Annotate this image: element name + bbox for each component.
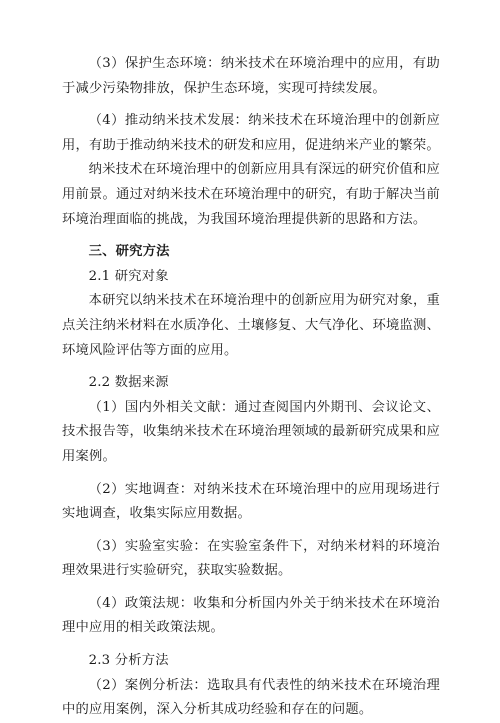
subheading-data-source: 2.2 数据来源: [88, 375, 169, 391]
paragraph-case-analysis: （2）案例分析法：选取具有代表性的纳米技术在环境治理中的应用案例，深入分析其成功经验和存在的问题。: [62, 677, 440, 718]
paragraph-promote-nanotech: （4）推动纳米技术发展：纳米技术在环境治理中的创新应用，有助于推动纳米技术的研发和应用，促进纳米产业的繁荣。: [62, 113, 440, 153]
section-heading-methods: 三、研究方法: [88, 244, 170, 260]
paragraph-protect-ecology: （3）保护生态环境：纳米技术在环境治理中的应用，有助于减少污染物排放，保护生态环境，实现可持续发展。: [62, 56, 440, 96]
paragraph-lab-experiment: （3）实验室实验：在实验室条件下，对纳米材料的环境治理效果进行实验研究，获取实验数据。: [62, 538, 440, 579]
paragraph-field-survey: （2）实地调查：对纳米技术在环境治理中的应用现场进行实地调查，收集实际应用数据。: [62, 481, 440, 522]
subheading-research-object: 2.1 研究对象: [88, 268, 169, 284]
paragraph-policy: （4）政策法规：收集和分析国内外关于纳米技术在环境治理中应用的相关政策法规。: [62, 595, 440, 636]
paragraph-literature: （1）国内外相关文献：通过查阅国内外期刊、会议论文、技术报告等，收集纳米技术在环境治理领域的最新研究成果和应用案例。: [62, 399, 440, 464]
subheading-analysis-method: 2.3 分析方法: [88, 653, 169, 669]
paragraph-research-value: 纳米技术在环境治理中的创新应用具有深远的研究价值和应用前景。通过对纳米技术在环境治理中的研究，有助于解决当前环境治理面临的挑战，为我国环境治理提供新的思路和方法。: [62, 162, 440, 227]
paragraph-research-object: 本研究以纳米技术在环境治理中的创新应用为研究对象，重点关注纳米材料在水质净化、土壤修复、大气净化、环境监测、环境风险评估等方面的应用。: [62, 293, 440, 358]
